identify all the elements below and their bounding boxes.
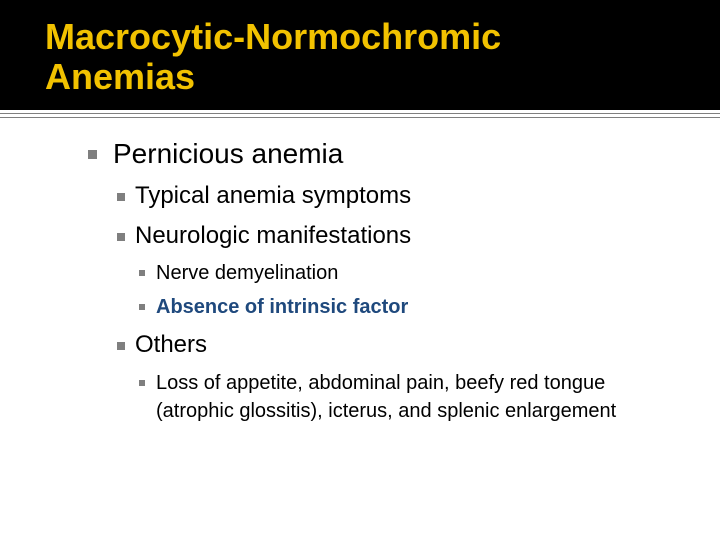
level3-bullet-icon <box>139 270 145 276</box>
point-typical-symptoms: Typical anemia symptoms <box>135 182 412 209</box>
level1-bullet-icon <box>88 150 97 159</box>
level2-bullet-icon <box>117 233 125 241</box>
subpoint-others-details: Loss of appetite, abdominal pain, beefy red tongue (atrophic glossitis), icterus, and splenic enlargement <box>156 372 617 422</box>
level3-bullet-icon <box>139 380 145 386</box>
level2-bullet-icon <box>117 342 125 350</box>
slide-title: Macrocytic-Normochromic Anemias <box>45 16 502 97</box>
point-neurologic: Neurologic manifestations <box>135 222 412 249</box>
point-others: Others <box>135 331 208 358</box>
level2-bullet-icon <box>117 193 125 201</box>
topic-heading: Pernicious anemia <box>113 138 344 169</box>
level3-bullet-icon <box>139 304 145 310</box>
subpoint-nerve-demyelination: Nerve demyelination <box>156 262 339 284</box>
subpoint-intrinsic-factor: Absence of intrinsic factor <box>156 296 409 318</box>
